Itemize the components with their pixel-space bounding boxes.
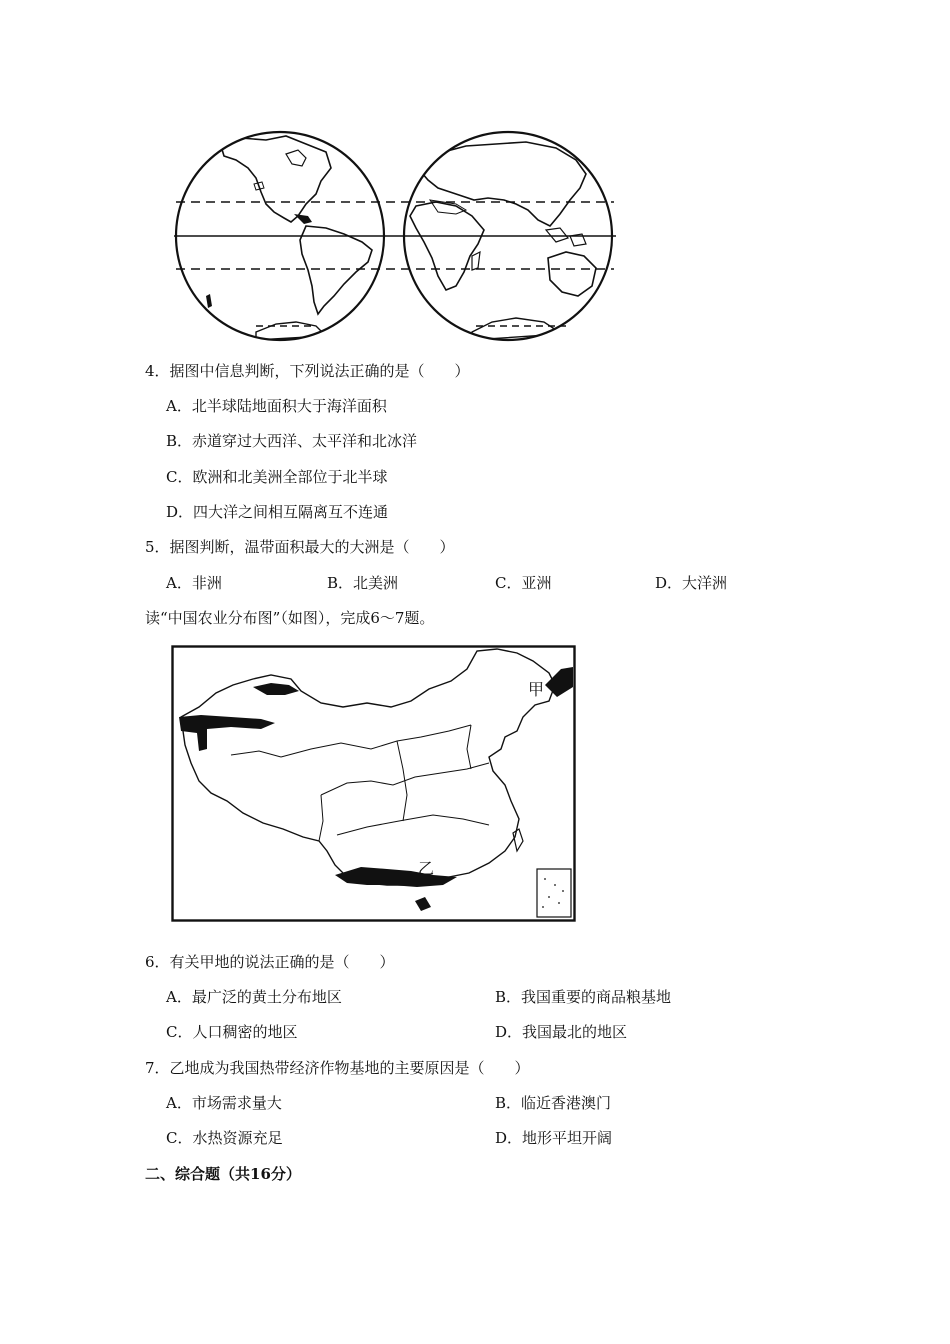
question-4-option-d: D．四大洋之间相互隔离互不连通 <box>166 503 389 521</box>
question-5-option-b: B．北美洲 <box>327 574 399 592</box>
question-6-option-d: D．我国最北的地区 <box>495 1023 628 1041</box>
eastern-hemisphere <box>410 142 596 340</box>
question-6-option-c: C．人口稠密的地区 <box>166 1023 298 1041</box>
map-label-jia: 甲 <box>528 680 545 699</box>
question-5-option-c: C．亚洲 <box>495 574 552 592</box>
question-7-stem: 7．乙地成为我国热带经济作物基地的主要原因是（ ） <box>145 1059 530 1077</box>
western-hemisphere <box>206 136 372 340</box>
question-6-option-a: A．最广泛的黄土分布地区 <box>166 988 342 1006</box>
question-4-option-b: B．赤道穿过大西洋、太平洋和北冰洋 <box>166 432 418 450</box>
map-label-yi: 乙 <box>418 859 435 878</box>
passage-intro: 读“中国农业分布图”（如图），完成6～7题。 <box>145 609 435 627</box>
question-7-option-b: B．临近香港澳门 <box>495 1094 612 1112</box>
question-4-stem: 4．据图中信息判断，下列说法正确的是（ ） <box>145 362 470 380</box>
question-7-option-d: D．地形平坦开阔 <box>495 1129 613 1147</box>
china-agriculture-map <box>171 645 577 923</box>
question-5-stem: 5．据图判断，温带面积最大的大洲是（ ） <box>145 538 455 556</box>
question-4-option-c: C．欧洲和北美洲全部位于北半球 <box>166 468 388 486</box>
question-7-option-c: C．水热资源充足 <box>166 1129 283 1147</box>
question-4-option-a: A．北半球陆地面积大于海洋面积 <box>166 397 387 415</box>
section-2-heading: 二、综合题（共16分） <box>145 1165 301 1183</box>
hemispheres-map <box>166 126 624 344</box>
question-6-option-b: B．我国重要的商品粮基地 <box>495 988 672 1006</box>
question-6-stem: 6．有关甲地的说法正确的是（ ） <box>145 953 395 971</box>
question-7-option-a: A．市场需求量大 <box>166 1094 282 1112</box>
question-5-option-a: A．非洲 <box>166 574 222 592</box>
question-5-option-d: D．大洋洲 <box>655 574 728 592</box>
